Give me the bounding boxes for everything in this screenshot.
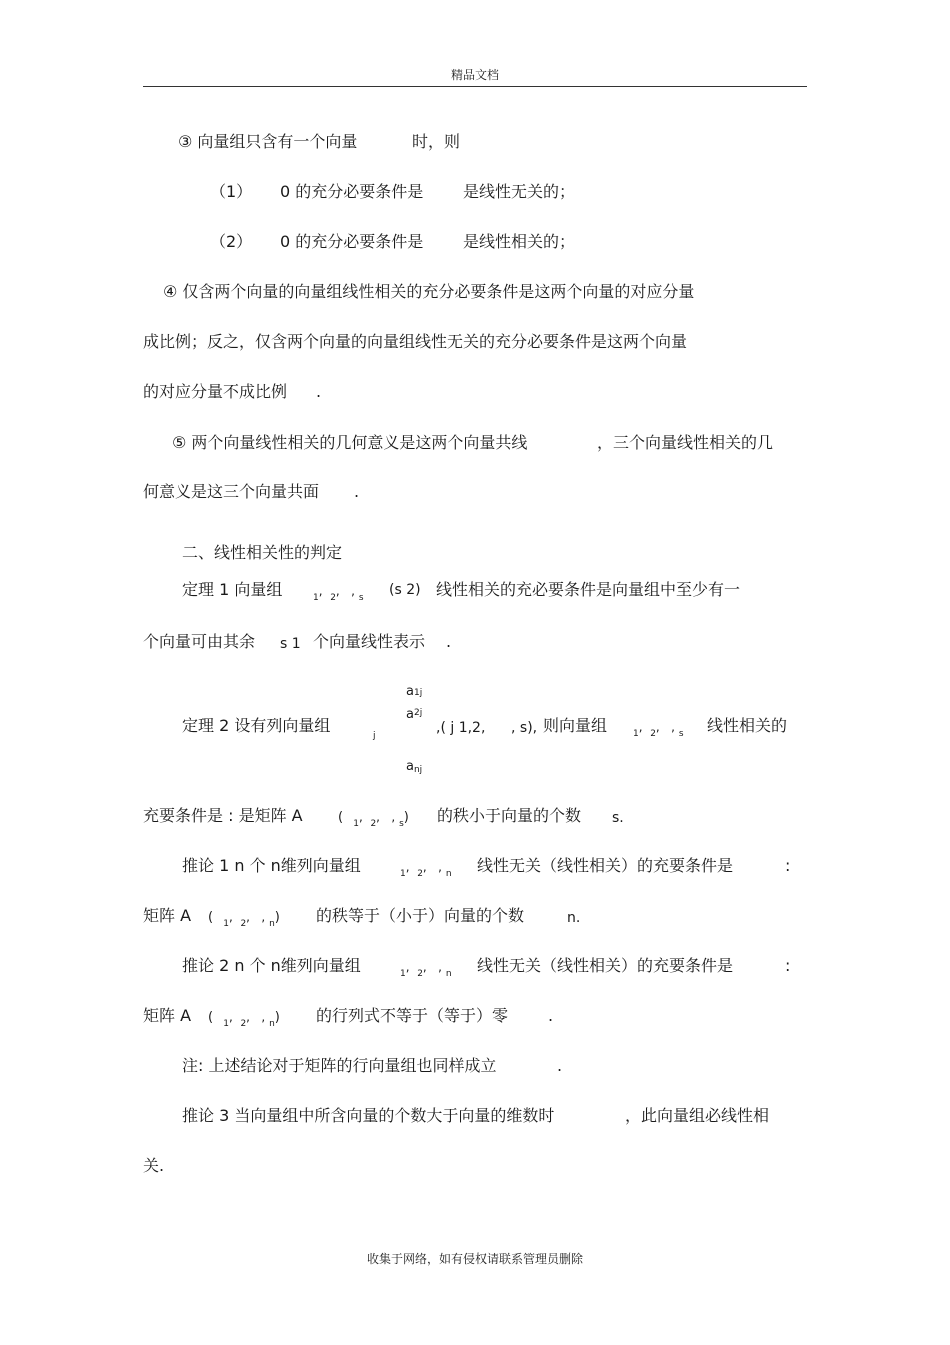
theorem-2-then: 则向量组 (543, 716, 608, 735)
corollary-1-matrix: 矩阵 A (143, 906, 192, 925)
item-5-line-1-tail: ，三个向量线性相关的几 (597, 433, 774, 452)
theorem-2-index-j: j (373, 731, 376, 741)
theorem-1-line-1: 线性相关的充必要条件是向量组中至少有一 (436, 580, 741, 599)
item-5-period: . (354, 482, 360, 501)
theorem-1-line-2: 个向量可由其余 (143, 632, 256, 651)
item-3-tail: 时，则 (412, 132, 461, 151)
theorem-1-count: s 1 (280, 636, 301, 652)
subscript-s: s (358, 593, 364, 603)
subscript-2: 2 (330, 593, 336, 603)
note-period: . (557, 1056, 563, 1075)
case-1-result: 是线性无关的； (463, 182, 576, 201)
item-5-line-1: ⑤ 两个向量线性相关的几何意义是这两个向量共线 (172, 433, 528, 452)
theorem-2-matrix-args: ( $_1$, $_2$, , $_s$) (338, 810, 409, 829)
corollary-2-colon: : (785, 956, 791, 975)
page-footer: 收集于网络，如有侵权请联系管理员删除 (366, 1252, 583, 1266)
matrix-entry-a2j: $a^{2j}$ (406, 707, 423, 722)
corollary-2-matrix: 矩阵 A (143, 1006, 192, 1025)
corollary-3-line-1-tail: ，此向量组必线性相 (625, 1106, 770, 1125)
theorem-2-count: s. (612, 810, 624, 826)
corollary-1-rank-text: 的秩等于（小于）向量的个数 (316, 906, 525, 925)
item-4-line-3: 的对应分量不成比例 (143, 382, 288, 401)
subscript-1: 1 (313, 593, 319, 603)
item-5-line-2: 何意义是这三个向量共面 (143, 482, 320, 501)
item-3-text: ③ 向量组只含有一个向量 (178, 132, 358, 151)
theorem-2-index-range: ,( j 1,2, (436, 720, 486, 736)
theorem-1-period: . (446, 632, 452, 651)
header-rule (143, 86, 807, 87)
matrix-entry-a1j: a1j (406, 684, 423, 699)
case-2-result: 是线性相关的； (463, 232, 576, 251)
matrix-entry-anj: anj (406, 759, 423, 775)
corollary-3-line-2: 关. (143, 1156, 165, 1175)
theorem-1-vector-list: $_1$, $_2$, , $_s$ (313, 584, 364, 603)
corollary-1-colon: : (785, 856, 791, 875)
item-4-line-1: ④ 仅含两个向量的向量组线性相关的充分必要条件是这两个向量的对应分量 (163, 282, 695, 301)
case-1-label: （1） (210, 182, 253, 201)
corollary-1-vector-list: $_1$, $_2$, , $_n$ (400, 860, 452, 879)
case-1-condition: 0 的充分必要条件是 (280, 182, 424, 201)
item-4-line-2: 成比例；反之，仅含两个向量的向量组线性无关的充分必要条件是这两个向量 (143, 332, 688, 351)
page-header: 精品文档 (450, 68, 499, 82)
corollary-2-condition: 线性无关（线性相关）的充要条件是 (477, 956, 734, 975)
corollary-1-count: n. (567, 910, 581, 926)
corollary-1-label: 推论 1 n 个 n维列向量组 (182, 856, 361, 875)
theorem-1-label: 定理 1 向量组 (182, 580, 283, 599)
theorem-2-index-end: , s), (511, 720, 538, 736)
corollary-2-vector-list: $_1$, $_2$, , $_n$ (400, 960, 452, 979)
corollary-2-matrix-args: ( $_1$, $_2$, , $_n$) (208, 1010, 280, 1029)
corollary-1-condition: 线性无关（线性相关）的充要条件是 (477, 856, 734, 875)
theorem-2-line-2: 充要条件是 : 是矩阵 A (143, 806, 303, 825)
case-2-condition: 0 的充分必要条件是 (280, 232, 424, 251)
corollary-3-line-1: 推论 3 当向量组中所含向量的个数大于向量的维数时 (182, 1106, 555, 1125)
corollary-1-matrix-args: ( $_1$, $_2$, , $_n$) (208, 910, 280, 929)
theorem-1-line-2-tail: 个向量线性表示 (313, 632, 426, 651)
corollary-2-det-text: 的行列式不等于（等于）零 (316, 1006, 509, 1025)
theorem-2-vector-list: $_1$, $_2$, , $_s$ (633, 720, 684, 739)
theorem-2-label: 定理 2 设有列向量组 (182, 716, 331, 735)
theorem-1-condition: (s 2) (389, 582, 421, 598)
case-2-label: （2） (210, 232, 253, 251)
theorem-2-rank-text: 的秩小于向量的个数 (437, 806, 582, 825)
corollary-2-period: . (548, 1006, 554, 1025)
corollary-2-label: 推论 2 n 个 n维列向量组 (182, 956, 361, 975)
theorem-2-line-1-tail: 线性相关的 (707, 716, 788, 735)
note-text: 注: 上述结论对于矩阵的行向量组也同样成立 (182, 1056, 497, 1075)
section-2-heading: 二、线性相关性的判定 (182, 543, 343, 562)
item-4-period: . (316, 382, 322, 401)
